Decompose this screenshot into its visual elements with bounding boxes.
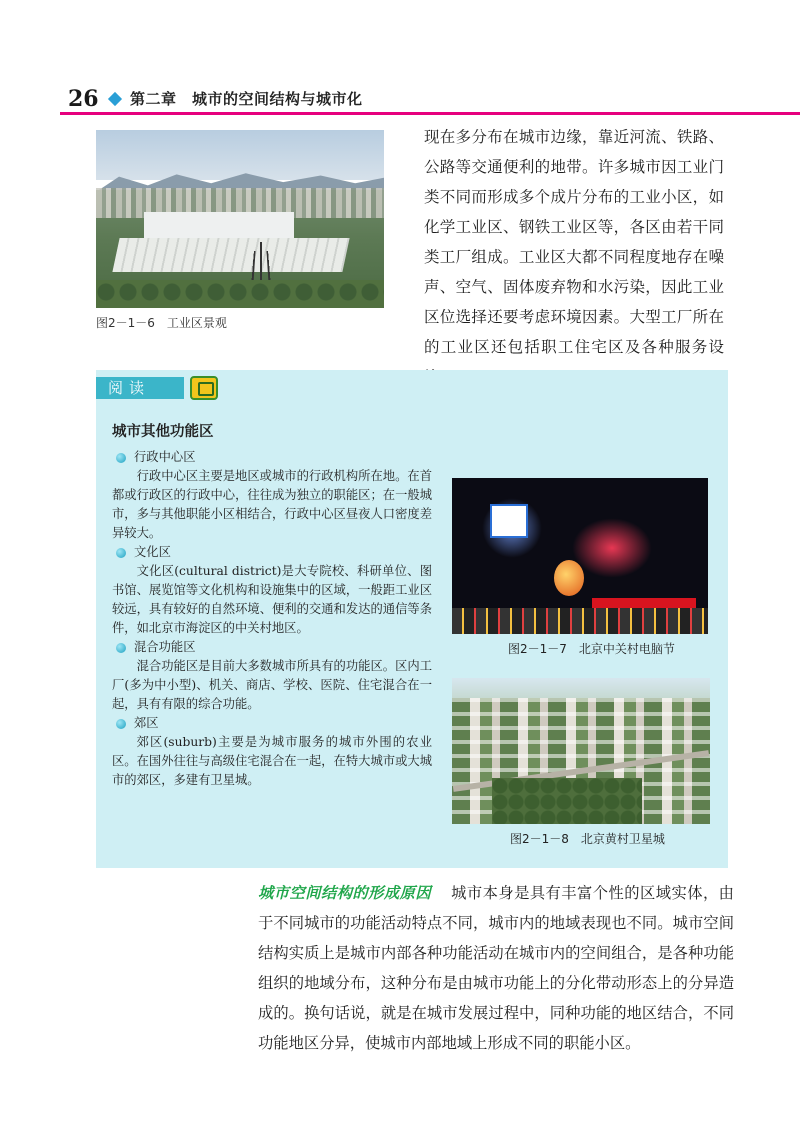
- satellite-town-photo: [452, 678, 710, 824]
- section-heading-text: 文化区: [134, 545, 171, 559]
- section-text: 混合功能区是目前大多数城市所具有的功能区。区内工厂(多为中小型)、机关、商店、学校、医院、住宅混合在一起，具有有限的综合功能。: [112, 659, 432, 711]
- computer-festival-photo: [452, 478, 708, 634]
- section-heading: [112, 448, 432, 467]
- diamond-icon: [108, 92, 122, 106]
- figure-caption: 图2－1－7 北京中关村电脑节: [508, 642, 675, 656]
- section-heading-text: 行政中心区: [134, 450, 196, 464]
- bullet-icon: [116, 453, 126, 463]
- section-heading: [112, 543, 432, 562]
- reading-book-icon: [190, 376, 218, 400]
- industrial-zone-photo: [96, 130, 384, 308]
- page-header: [0, 82, 800, 122]
- section-heading: [112, 638, 432, 657]
- section-text: 文化区(cultural district)是大专院校、科研单位、图书馆、展览馆等文化机构和设施集中的区域，一般距工业区较远，具有较好的自然环境、便利的交通和发达的通信等条件，如北京市海淀区的中关村地区。: [112, 564, 432, 635]
- reading-tab-label: 阅读: [96, 377, 184, 399]
- reading-title: 城市其他功能区: [112, 424, 214, 440]
- page-number: 26: [68, 86, 99, 112]
- section-heading: [112, 714, 432, 733]
- reading-body: [112, 448, 432, 790]
- bullet-icon: [116, 719, 126, 729]
- chapter-title: 第二章 城市的空间结构与城市化: [130, 90, 363, 108]
- section-heading-text: 郊区: [134, 716, 159, 730]
- body-paragraph: 现在多分布在城市边缘，靠近河流、铁路、公路等交通便利的地带。许多城市因工业门类不同而形成多个成片分布的工业小区，如化学工业区、钢铁工业区等，各区由若干同类工厂组成。工业区大都不同程度地存在噪声、空气、固体废弃物和水污染，因此工业区位选择还要考虑环境因素。大型工厂所在的工业区还包括职工住宅区及各种服务设: [424, 128, 724, 356]
- figure-caption: 图2－1－6 工业区景观: [96, 316, 227, 330]
- section-heading-text: 混合功能区: [134, 640, 196, 654]
- section-text: 郊区(suburb)主要是为城市服务的城市外围的农业区。在国外往往与高级住宅混合在一起，在特大城市或大城市的郊区，多建有卫星城。: [112, 735, 432, 787]
- header-divider: [60, 112, 800, 115]
- section-text: 行政中心区主要是地区或城市的行政机构所在地。在首都或行政区的行政中心，往往成为独立的职能区；在一般城市，多与其他职能小区相结合，行政中心区昼夜人口密度差异较大。: [112, 469, 432, 540]
- bullet-icon: [116, 548, 126, 558]
- bullet-icon: [116, 643, 126, 653]
- bottom-paragraph-text: 城市本身是具有丰富个性的区域实体，由于不同城市的功能活动特点不同，城市内的地域表现也不同。城市空间结构实质上是城市内部各种功能活动在城市内的空间组合，是各种功能组织的地域分布，这种分布是由城市功能上的分化带动形态上的分异造成的。换句话说，就是在城市发展过程中，同种功能的地区结合，不同功能地区分异，使城市内部地域上形成不同的职能小区。: [258, 884, 734, 1052]
- bottom-paragraph: [258, 878, 734, 1058]
- section-heading: 城市空间结构的形成原因: [258, 884, 432, 902]
- figure-caption: 图2－1－8 北京黄村卫星城: [510, 832, 665, 846]
